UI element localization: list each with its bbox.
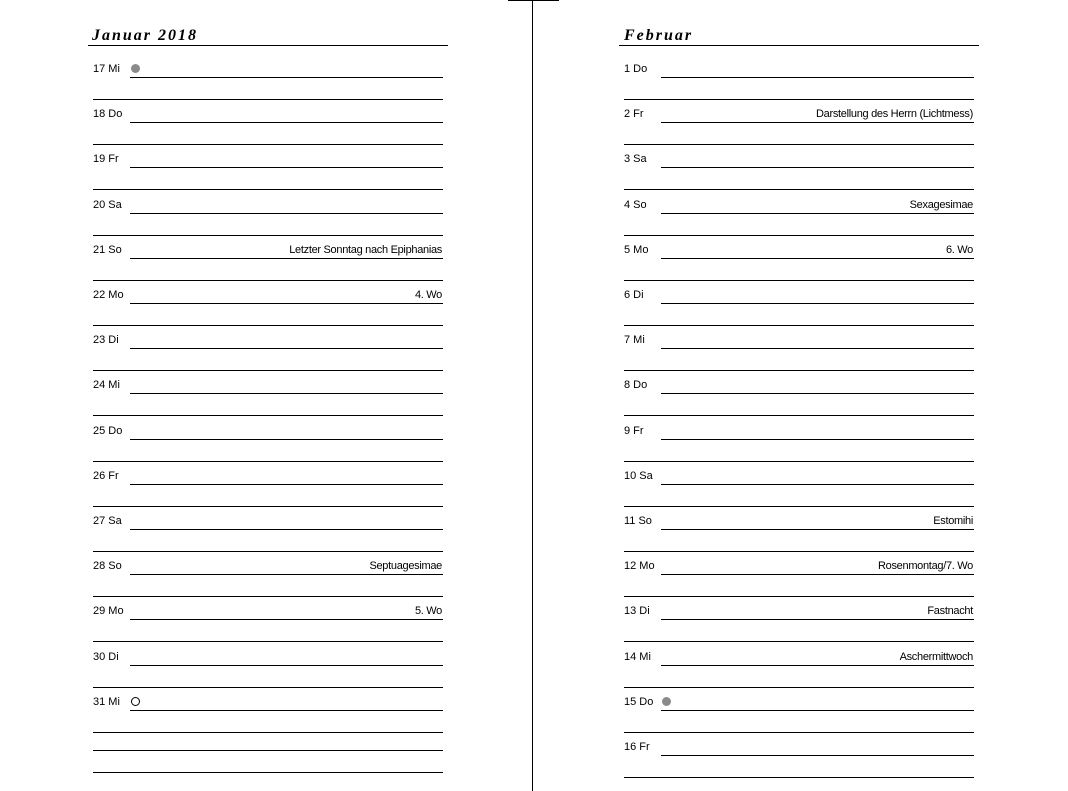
day-row[interactable]: [624, 464, 974, 509]
day-list: [0, 0, 530, 791]
entry-line[interactable]: [661, 348, 974, 349]
page-january: [0, 0, 530, 791]
day-label: 19 Fr: [93, 153, 119, 165]
day-row[interactable]: [93, 373, 443, 418]
entry-line[interactable]: [130, 710, 443, 711]
extra-note-line[interactable]: [93, 772, 443, 773]
day-row[interactable]: [624, 373, 974, 418]
full-moon-icon: [662, 697, 671, 706]
note-line[interactable]: [93, 461, 443, 462]
entry-line[interactable]: [130, 258, 443, 259]
day-label: 4 So: [624, 199, 647, 211]
day-label: 22 Mo: [93, 289, 124, 301]
day-row[interactable]: [624, 147, 974, 192]
entry-line[interactable]: [130, 529, 443, 530]
page-february: [535, 0, 1068, 791]
note-line[interactable]: [93, 370, 443, 371]
entry-line[interactable]: [661, 755, 974, 756]
holiday-label: Aschermittwoch: [899, 651, 973, 663]
day-label: 8 Do: [624, 379, 648, 391]
day-label: 11 So: [624, 515, 652, 527]
note-line[interactable]: [93, 641, 443, 642]
entry-line[interactable]: [130, 167, 443, 168]
day-label: 27 Sa: [93, 515, 122, 527]
day-row[interactable]: [93, 509, 443, 554]
day-label: 13 Di: [624, 605, 650, 617]
day-row[interactable]: [93, 690, 443, 735]
note-line[interactable]: [624, 325, 974, 326]
day-row[interactable]: [624, 238, 974, 283]
entry-line[interactable]: [130, 484, 443, 485]
day-label: 18 Do: [93, 108, 123, 120]
entry-line[interactable]: [661, 529, 974, 530]
entry-line[interactable]: [130, 213, 443, 214]
entry-line[interactable]: [661, 122, 974, 123]
entry-line[interactable]: [130, 393, 443, 394]
day-label: 17 Mi: [93, 63, 120, 75]
entry-line[interactable]: [130, 77, 443, 78]
day-label: 5 Mo: [624, 244, 649, 256]
holiday-label: Letzter Sonntag nach Epiphanias: [289, 244, 442, 256]
note-line[interactable]: [624, 732, 974, 733]
entry-line[interactable]: [130, 348, 443, 349]
day-label: 21 So: [93, 244, 122, 256]
day-label: 25 Do: [93, 425, 123, 437]
note-line[interactable]: [624, 144, 974, 145]
month-title: Januar 2018: [92, 27, 199, 44]
note-line[interactable]: [624, 687, 974, 688]
day-row[interactable]: [624, 599, 974, 644]
day-label: 3 Sa: [624, 153, 647, 165]
note-line[interactable]: [93, 99, 443, 100]
day-row[interactable]: [624, 328, 974, 373]
day-row[interactable]: [624, 419, 974, 464]
day-row[interactable]: [624, 735, 974, 780]
note-line[interactable]: [93, 506, 443, 507]
day-label: 10 Sa: [624, 470, 653, 482]
note-line[interactable]: [624, 596, 974, 597]
book-spine: [532, 0, 533, 791]
entry-line[interactable]: [130, 122, 443, 123]
day-label: 9 Fr: [624, 425, 644, 437]
entry-line[interactable]: [661, 258, 974, 259]
entry-line[interactable]: [661, 213, 974, 214]
new-moon-icon: [131, 697, 140, 706]
day-row[interactable]: [624, 57, 974, 102]
day-row[interactable]: [624, 193, 974, 238]
day-label: 23 Di: [93, 334, 119, 346]
day-row[interactable]: [93, 193, 443, 238]
day-label: 2 Fr: [624, 108, 644, 120]
note-line[interactable]: [624, 551, 974, 552]
day-row[interactable]: [624, 509, 974, 554]
day-row[interactable]: [93, 464, 443, 509]
day-list: [535, 0, 1068, 791]
entry-line[interactable]: [661, 710, 974, 711]
note-line[interactable]: [93, 551, 443, 552]
entry-line[interactable]: [661, 619, 974, 620]
day-label: 12 Mo: [624, 560, 655, 572]
note-line[interactable]: [93, 732, 443, 733]
day-label: 7 Mi: [624, 334, 645, 346]
note-line[interactable]: [624, 641, 974, 642]
day-row[interactable]: [93, 645, 443, 690]
holiday-label: Septuagesimae: [369, 560, 442, 572]
day-row[interactable]: [93, 238, 443, 283]
day-label: 29 Mo: [93, 605, 124, 617]
holiday-label: 4. Wo: [414, 289, 442, 301]
holiday-label: 6. Wo: [945, 244, 973, 256]
holiday-label: Fastnacht: [927, 605, 973, 617]
entry-line[interactable]: [130, 665, 443, 666]
note-line[interactable]: [624, 777, 974, 778]
note-line[interactable]: [93, 235, 443, 236]
note-line[interactable]: [93, 325, 443, 326]
note-line[interactable]: [93, 687, 443, 688]
day-row[interactable]: [93, 599, 443, 644]
entry-line[interactable]: [661, 393, 974, 394]
entry-line[interactable]: [661, 665, 974, 666]
entry-line[interactable]: [661, 574, 974, 575]
month-title: Februar: [624, 27, 694, 44]
day-row[interactable]: [624, 283, 974, 328]
day-row[interactable]: [93, 147, 443, 192]
day-label: 30 Di: [93, 651, 119, 663]
holiday-label: Estomihi: [933, 515, 973, 527]
note-line[interactable]: [624, 370, 974, 371]
entry-line[interactable]: [130, 574, 443, 575]
day-label: 6 Di: [624, 289, 644, 301]
day-row[interactable]: [624, 690, 974, 735]
note-line[interactable]: [624, 189, 974, 190]
extra-note-line[interactable]: [93, 750, 443, 751]
note-line[interactable]: [624, 99, 974, 100]
entry-line[interactable]: [661, 303, 974, 304]
day-row[interactable]: [93, 554, 443, 599]
day-row[interactable]: [624, 554, 974, 599]
note-line[interactable]: [624, 235, 974, 236]
day-row[interactable]: [93, 283, 443, 328]
holiday-label: Sexagesimae: [909, 199, 973, 211]
entry-line[interactable]: [661, 439, 974, 440]
holiday-label: Rosenmontag/7. Wo: [878, 560, 973, 572]
note-line[interactable]: [624, 506, 974, 507]
note-line[interactable]: [624, 280, 974, 281]
holiday-label: Darstellung des Herrn (Lichtmess): [816, 108, 973, 120]
day-label: 16 Fr: [624, 741, 650, 753]
day-label: 26 Fr: [93, 470, 119, 482]
day-row[interactable]: [93, 102, 443, 147]
day-row[interactable]: [624, 102, 974, 147]
day-label: 28 So: [93, 560, 122, 572]
entry-line[interactable]: [661, 167, 974, 168]
note-line[interactable]: [624, 461, 974, 462]
note-line[interactable]: [93, 596, 443, 597]
holiday-label: 5. Wo: [414, 605, 442, 617]
day-label: 1 Do: [624, 63, 648, 75]
entry-line[interactable]: [130, 439, 443, 440]
day-label: 31 Mi: [93, 696, 120, 708]
note-line[interactable]: [93, 144, 443, 145]
entry-line[interactable]: [661, 77, 974, 78]
day-label: 20 Sa: [93, 199, 122, 211]
day-label: 24 Mi: [93, 379, 120, 391]
note-line[interactable]: [624, 415, 974, 416]
note-line[interactable]: [93, 280, 443, 281]
note-line[interactable]: [93, 415, 443, 416]
full-moon-icon: [131, 64, 140, 73]
entry-line[interactable]: [130, 619, 443, 620]
note-line[interactable]: [93, 189, 443, 190]
entry-line[interactable]: [661, 484, 974, 485]
day-row[interactable]: [93, 57, 443, 102]
entry-line[interactable]: [130, 303, 443, 304]
day-row[interactable]: [624, 645, 974, 690]
day-label: 15 Do: [624, 696, 654, 708]
day-row[interactable]: [93, 328, 443, 373]
day-row[interactable]: [93, 419, 443, 464]
day-label: 14 Mi: [624, 651, 651, 663]
